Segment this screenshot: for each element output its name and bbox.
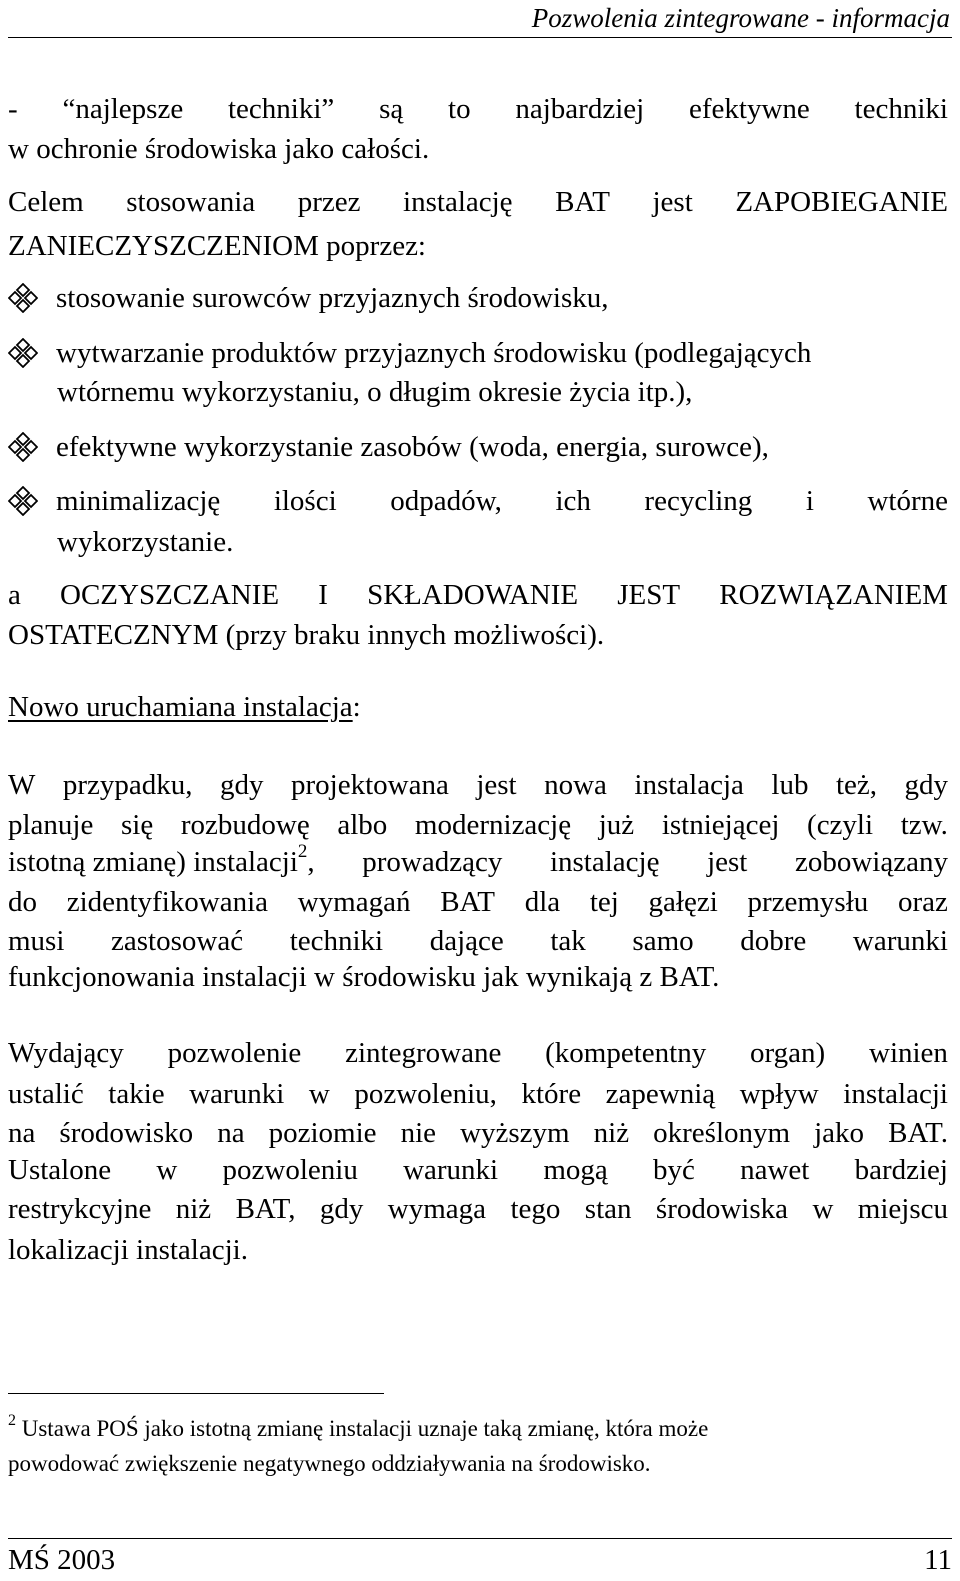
word: w <box>308 1078 330 1110</box>
word: techniki <box>854 93 948 125</box>
word: nowa <box>544 769 607 801</box>
word: w <box>156 1154 178 1186</box>
word: musi <box>8 925 65 957</box>
diamond-bullet-icon <box>8 486 38 516</box>
word: OCZYSZCZANIE <box>60 579 280 611</box>
section-heading <box>8 690 361 724</box>
word: środowiska <box>655 1193 789 1225</box>
word: BAT, <box>235 1193 296 1225</box>
word: środowisko <box>59 1117 194 1149</box>
word: to <box>448 93 471 125</box>
word: samo <box>632 925 694 957</box>
intro-line-2: w ochronie środowiska jako całości. <box>8 133 430 165</box>
word: jest <box>652 186 693 218</box>
word: oraz <box>897 886 948 918</box>
word: dla <box>524 886 561 918</box>
word: ZAPOBIEGANIE <box>735 186 948 218</box>
word: najbardziej <box>515 93 645 125</box>
oczyszczanie-line-1 <box>8 578 948 612</box>
bullet-item-4 <box>8 484 948 518</box>
celem-line-1 <box>8 185 948 219</box>
word: BAT <box>440 886 495 918</box>
header-title: Pozwolenia zintegrowane - informacja <box>531 3 950 33</box>
word: bardziej <box>854 1154 948 1186</box>
page-header <box>8 0 952 38</box>
word: zapewnią <box>605 1078 716 1110</box>
word: tego <box>510 1193 561 1225</box>
word: gałęzi <box>648 886 718 918</box>
word: niż <box>175 1193 212 1225</box>
oczyszczanie-line-2: OSTATECZNYM (przy braku innych możliwości). <box>8 619 605 651</box>
page-footer <box>8 1538 952 1579</box>
word: ustalić <box>8 1078 84 1110</box>
para2-line-6: lokalizacji instalacji. <box>8 1234 248 1266</box>
footnote-line-1: $^2$ Ustawa POŚ jako istotną zmianę instalacji uznaje taką zmianę, która może <box>8 1412 709 1441</box>
word: (kompetentny <box>545 1037 707 1069</box>
word: gdy <box>220 769 264 801</box>
word: techniki <box>289 925 384 957</box>
word: dające <box>429 925 504 957</box>
word: są <box>379 93 404 125</box>
word: BAT. <box>888 1117 948 1149</box>
word: być <box>653 1154 695 1186</box>
word: przemysłu <box>747 886 869 918</box>
section-heading-text: Nowo uruchamiana instalacja <box>8 691 353 723</box>
word: zastosować <box>111 925 244 957</box>
para1-line-2 <box>8 808 948 842</box>
word: instalacji <box>843 1078 948 1110</box>
word: w <box>812 1193 834 1225</box>
word: ich <box>555 485 591 517</box>
word: które <box>521 1078 582 1110</box>
para2-line-2 <box>8 1077 948 1111</box>
word: Wydający <box>8 1037 124 1069</box>
word: (czyli <box>807 809 874 841</box>
footnote-mark: 2 <box>8 1412 16 1430</box>
bullet-item-1 <box>8 281 948 315</box>
bullet-text <box>56 484 948 518</box>
word: W <box>8 769 36 801</box>
para1-line-4 <box>8 885 948 919</box>
word: organ) <box>750 1037 826 1069</box>
word: takie <box>108 1078 165 1110</box>
word: - <box>8 93 18 125</box>
word: dobre <box>740 925 807 957</box>
word: na <box>217 1117 245 1149</box>
para2-line-3 <box>8 1116 948 1150</box>
word: niż <box>593 1117 630 1149</box>
word: miejscu <box>857 1193 948 1225</box>
word: lub <box>771 769 809 801</box>
word: SKŁADOWANIE <box>367 579 579 611</box>
celem-line-2: ZANIECZYSZCZENIOM poprzez: <box>8 230 426 262</box>
word: I <box>318 579 328 611</box>
para1-line-5 <box>8 924 948 958</box>
word: modernizację <box>414 809 572 841</box>
word: istniejącej <box>661 809 780 841</box>
word: projektowana <box>290 769 449 801</box>
word: wyższym <box>460 1117 570 1149</box>
word: pozwoleniu <box>222 1154 358 1186</box>
word: a <box>8 579 21 611</box>
word: wpływ <box>739 1078 819 1110</box>
word: wymagań <box>297 886 411 918</box>
section-heading-colon: : <box>352 691 361 723</box>
word: instalację <box>403 186 513 218</box>
word: też, <box>835 769 877 801</box>
word: stosowania <box>126 186 256 218</box>
word: instalacja <box>634 769 744 801</box>
para1-line-3-start: istotną zmianę) instalacji$^2$, <box>8 841 315 878</box>
word: jako <box>814 1117 865 1149</box>
para2-line-4 <box>8 1153 948 1187</box>
para1-line-3: istotną zmianę) instalacji$^2$, prowadzący instalację jest zobowiązany <box>8 841 948 878</box>
diamond-bullet-icon <box>8 283 38 313</box>
word: wymaga <box>387 1193 487 1225</box>
word: warunki <box>403 1154 499 1186</box>
word: pozwolenie <box>167 1037 302 1069</box>
word: BAT <box>555 186 610 218</box>
word: wtórne <box>867 485 948 517</box>
para1-line-1 <box>8 768 948 802</box>
word: poziomie <box>268 1117 377 1149</box>
intro-line-1 <box>8 92 948 126</box>
word: Ustalone <box>8 1154 112 1186</box>
word: recycling <box>644 485 753 517</box>
word: gdy <box>319 1193 364 1225</box>
word: już <box>598 809 635 841</box>
word: zidentyfikowania <box>66 886 269 918</box>
word: gdy <box>904 769 948 801</box>
para2-line-1 <box>8 1036 948 1070</box>
word: mogą <box>543 1154 608 1186</box>
word: warunki <box>189 1078 285 1110</box>
word: rozbudowę <box>180 809 310 841</box>
word: określonym <box>653 1117 791 1149</box>
bullet-item-2-cont: wtórnemu wykorzystaniu, o długim okresie życia itp.), <box>57 376 693 408</box>
bullet-text: stosowanie surowców przyjaznych środowisku, <box>56 282 609 314</box>
bullet-item-3 <box>8 430 948 464</box>
word: się <box>121 809 154 841</box>
bullet-text: wytwarzanie produktów przyjaznych środowisku (podlegających <box>56 337 812 369</box>
page-number: 11 <box>924 1544 952 1576</box>
word: stan <box>584 1193 632 1225</box>
footnote-line-2: powodować zwiększenie negatywnego oddziaływania na środowisko. <box>8 1451 651 1476</box>
word: przez <box>297 186 361 218</box>
word: tzw. <box>900 809 948 841</box>
word: tej <box>589 886 619 918</box>
bullet-item-2 <box>8 336 948 370</box>
word: nawet <box>740 1154 810 1186</box>
word: albo <box>337 809 388 841</box>
para1-line-6: funkcjonowania instalacji w środowisku jak wynikają z BAT. <box>8 961 720 993</box>
para2-line-5 <box>8 1192 948 1226</box>
footnote-separator <box>8 1393 384 1394</box>
diamond-bullet-icon <box>8 432 38 462</box>
word: na <box>8 1117 36 1149</box>
footnote-reference: 2 <box>297 841 308 863</box>
word: minimalizację <box>56 485 221 517</box>
word: “najlepsze <box>62 93 184 125</box>
word: warunki <box>852 925 948 957</box>
footer-left: MŚ 2003 <box>8 1544 116 1576</box>
word: zintegrowane <box>345 1037 502 1069</box>
word: pozwoleniu, <box>354 1078 497 1110</box>
word: JEST <box>617 579 681 611</box>
word: nie <box>400 1117 437 1149</box>
word: winien <box>869 1037 948 1069</box>
word: tak <box>550 925 586 957</box>
word: techniki” <box>228 93 335 125</box>
word: ilości <box>273 485 337 517</box>
word: planuje <box>8 809 94 841</box>
word: ROZWIĄZANIEM <box>719 579 948 611</box>
word: przypadku, <box>62 769 193 801</box>
diamond-bullet-icon <box>8 338 38 368</box>
word: restrykcyjne <box>8 1193 152 1225</box>
word: efektywne <box>688 93 810 125</box>
word: do <box>8 886 37 918</box>
word: Celem <box>8 186 84 218</box>
word: odpadów, <box>390 485 502 517</box>
bullet-text: efektywne wykorzystanie zasobów (woda, energia, surowce), <box>56 431 769 463</box>
word: jest <box>476 769 517 801</box>
bullet-item-4-cont: wykorzystanie. <box>57 526 234 558</box>
word: i <box>805 485 814 517</box>
